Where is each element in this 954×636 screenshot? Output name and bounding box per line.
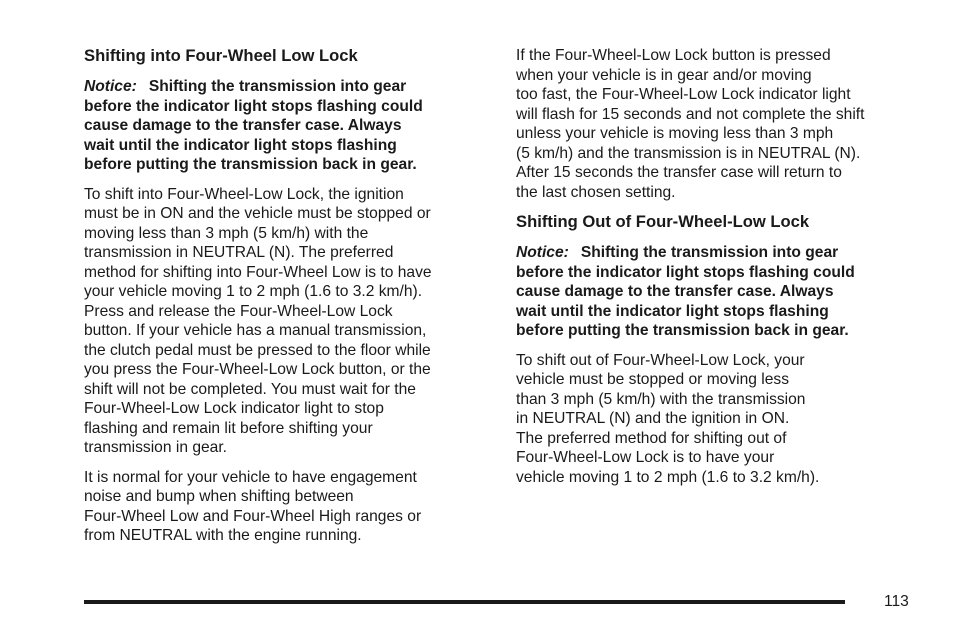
text-line: too fast, the Four-Wheel-Low Lock indicator light — [516, 86, 851, 103]
text-line: unless your vehicle is moving less than 3 mph — [516, 125, 834, 142]
text-line: To shift out of Four-Wheel-Low Lock, your — [516, 351, 805, 369]
section-heading: Shifting into Four-Wheel Low Lock — [84, 46, 358, 65]
text-line: (5 km/h) and the transmission is in NEUTRAL (N). — [516, 144, 861, 162]
text-line: noise and bump when shifting between — [84, 488, 354, 505]
text-line: the last chosen setting. — [516, 183, 676, 201]
text-line: Four-Wheel Low and Four-Wheel High ranges or — [84, 507, 422, 525]
text-line: To shift into Four-Wheel-Low Lock, the ignition — [84, 185, 404, 203]
text-line: shift will not be completed. You must wait for the — [84, 380, 416, 398]
notice-line: before the indicator light stops flashing could — [516, 263, 855, 281]
paragraph-shift-into — [84, 185, 476, 458]
notice-line: Shifting the transmission into gear — [580, 244, 839, 261]
notice-block — [516, 243, 920, 341]
notice-label: Notice: — [84, 78, 137, 95]
text-line: Four-Wheel-Low Lock is to have your — [516, 449, 775, 466]
text-line: vehicle moving 1 to 2 mph (1.6 to 3.2 km/h). — [516, 468, 820, 486]
section-heading: Shifting Out of Four-Wheel-Low Lock — [516, 212, 810, 231]
paragraph-button-pressed — [516, 46, 920, 202]
notice-line: cause damage to the transfer case. Always — [516, 283, 834, 300]
text-line: your vehicle moving 1 to 2 mph (1.6 to 3.2 km/h). — [84, 283, 423, 300]
text-line: button. If your vehicle has a manual transmission, — [84, 322, 427, 339]
left-column — [84, 46, 476, 556]
text-line: method for shifting into Four-Wheel Low is to have — [84, 263, 432, 281]
text-line: vehicle must be stopped or moving less — [516, 371, 790, 388]
paragraph-shift-out — [516, 351, 920, 488]
notice-line: wait until the indicator light stops flashing — [516, 302, 829, 320]
paragraph-engagement-noise — [84, 468, 476, 546]
text-line: Press and release the Four-Wheel-Low Lock — [84, 302, 393, 320]
text-line: If the Four-Wheel-Low Lock button is pressed — [516, 47, 831, 64]
text-line: Four-Wheel-Low Lock indicator light to stop — [84, 400, 384, 417]
text-line: when your vehicle is in gear and/or moving — [516, 66, 812, 84]
text-line: It is normal for your vehicle to have engagement — [84, 468, 417, 486]
notice-label: Notice: — [516, 244, 569, 261]
text-line: from NEUTRAL with the engine running. — [84, 527, 362, 544]
text-line: must be in ON and the vehicle must be stopped or — [84, 205, 431, 222]
text-line: transmission in gear. — [84, 439, 228, 456]
page-number: 113 — [884, 593, 909, 610]
text-line: will flash for 15 seconds and not complete the shift — [516, 105, 865, 123]
notice-line: Shifting the transmission into gear — [148, 78, 407, 95]
text-line: moving less than 3 mph (5 km/h) with the — [84, 224, 369, 242]
text-line: you press the Four-Wheel-Low Lock button, or the — [84, 361, 431, 378]
notice-line: cause damage to the transfer case. Always — [84, 117, 402, 134]
text-line: the clutch pedal must be pressed to the floor while — [84, 341, 431, 359]
notice-line: before the indicator light stops flashing could — [84, 97, 423, 115]
notice-line: wait until the indicator light stops flashing — [84, 136, 397, 154]
text-line: in NEUTRAL (N) and the ignition in ON. — [516, 410, 790, 427]
notice-line: before putting the transmission back in gear. — [84, 156, 417, 173]
footer-rule — [84, 600, 845, 604]
notice-line: before putting the transmission back in gear. — [516, 322, 849, 339]
text-line: After 15 seconds the transfer case will return to — [516, 164, 842, 181]
notice-block — [84, 77, 476, 175]
text-line: than 3 mph (5 km/h) with the transmission — [516, 390, 806, 408]
text-line: flashing and remain lit before shifting your — [84, 419, 373, 437]
text-line: The preferred method for shifting out of — [516, 429, 787, 447]
text-line: transmission in NEUTRAL (N). The preferred — [84, 244, 394, 261]
right-column — [516, 46, 920, 497]
